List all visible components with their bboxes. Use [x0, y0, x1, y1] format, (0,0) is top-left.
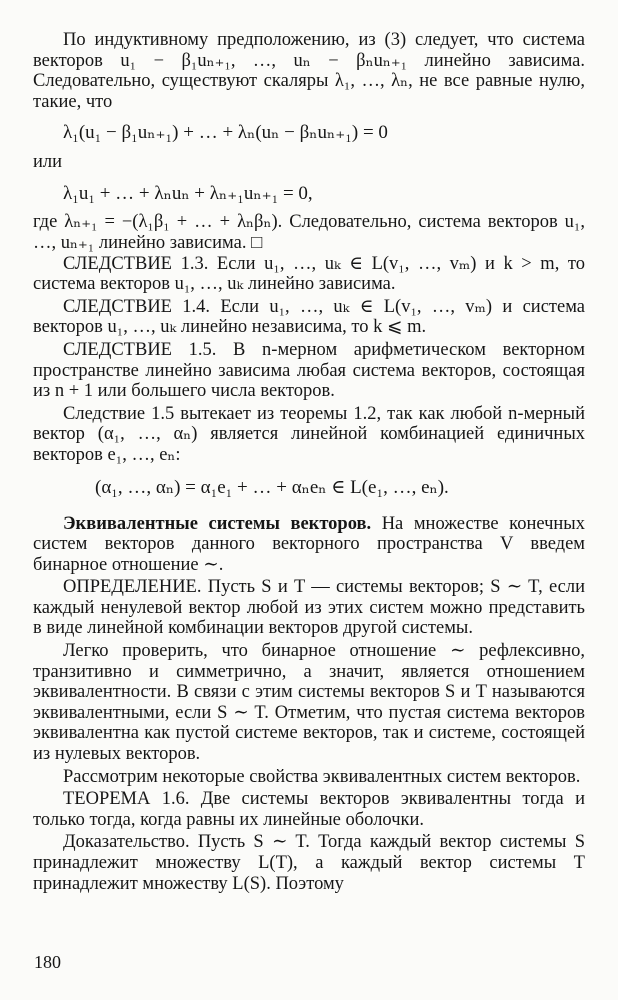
- section-heading: Эквивалентные системы векторов.: [63, 513, 372, 534]
- corollary-1-5: СЛЕДСТВИЕ 1.5. В n-мерном арифметическом векторном пространстве линейно зависима любая система векторов, состоящая из n + 1 или большего числа векторов.: [33, 339, 585, 402]
- equation-1: λ₁(u₁ − β₁uₙ₊₁) + … + λₙ(uₙ − βₙuₙ₊₁) = 0: [63, 122, 388, 144]
- paragraph-corollary-proof: Следствие 1.5 вытекает из теоремы 1.2, так как любой n-мерный вектор (α₁, …, αₙ) является линейной комбинацией единичных векторов e₁, …, eₙ:: [33, 403, 585, 465]
- equation-3: (α₁, …, αₙ) = α₁e₁ + … + αₙeₙ ∈ L(e₁, …, eₙ).: [95, 476, 449, 498]
- paragraph-properties: Рассмотрим некоторые свойства эквивалентных систем векторов.: [63, 766, 581, 787]
- definition: ОПРЕДЕЛЕНИЕ. Пусть S и T — системы векторов; S ∼ T, если каждый ненулевой вектор любой из этих систем можно представить в виде линейной комбинации векторов другой системы.: [33, 577, 585, 639]
- connector-or: или: [33, 152, 63, 173]
- paragraph-induction: По индуктивному предположению, из (3) следует, что система векторов u₁ − β₁uₙ₊₁, …, uₙ − βₙuₙ₊₁ линейно зависима. Следовательно, существуют скаляры λ₁, …, λₙ, не все равные нулю, такие, что: [33, 30, 585, 112]
- paragraph-lambda: где λₙ₊₁ = −(λ₁β₁ + … + λₙβₙ). Следовательно, система векторов u₁, …, uₙ₊₁ линейно зависима. □: [33, 212, 585, 253]
- section-intro: На множестве конечных систем векторов данного векторного пространства V введем бинарное отношение ∼.: [33, 513, 585, 575]
- proof: Доказательство. Пусть S ∼ T. Тогда каждый вектор системы S принадлежит множеству L(T), а каждый вектор системы T принадлежит множеству L(S). Поэтому: [33, 832, 585, 894]
- paragraph-equivalent-systems: [33, 514, 585, 576]
- paragraph-equivalence: Легко проверить, что бинарное отношение ∼ рефлексивно, транзитивно и симметрично, а значит, является отношением эквивалентности. В связи с этим системы векторов S и T называются эквивалентными, если S ∼ T. Отметим, что пустая система векторов эквивалентна как пустой системе векторов, так и системе, состоящей из нулевых векторов.: [33, 641, 585, 765]
- corollary-1-3: СЛЕДСТВИЕ 1.3. Если u₁, …, uₖ ∈ L(v₁, …, vₘ) и k > m, то система векторов u₁, …, uₖ линейно зависима.: [33, 253, 585, 295]
- theorem-1-6: ТЕОРЕМА 1.6. Две системы векторов эквивалентны тогда и только тогда, когда равны их линейные оболочки.: [33, 789, 585, 830]
- equation-2: λ₁u₁ + … + λₙuₙ + λₙ₊₁uₙ₊₁ = 0,: [63, 183, 313, 205]
- book-page: [33, 30, 585, 894]
- corollary-1-4: СЛЕДСТВИЕ 1.4. Если u₁, …, uₖ ∈ L(v₁, …, vₘ) и система векторов u₁, …, uₖ линейно независима, то k ⩽ m.: [33, 296, 585, 338]
- page-number: 180: [34, 952, 61, 972]
